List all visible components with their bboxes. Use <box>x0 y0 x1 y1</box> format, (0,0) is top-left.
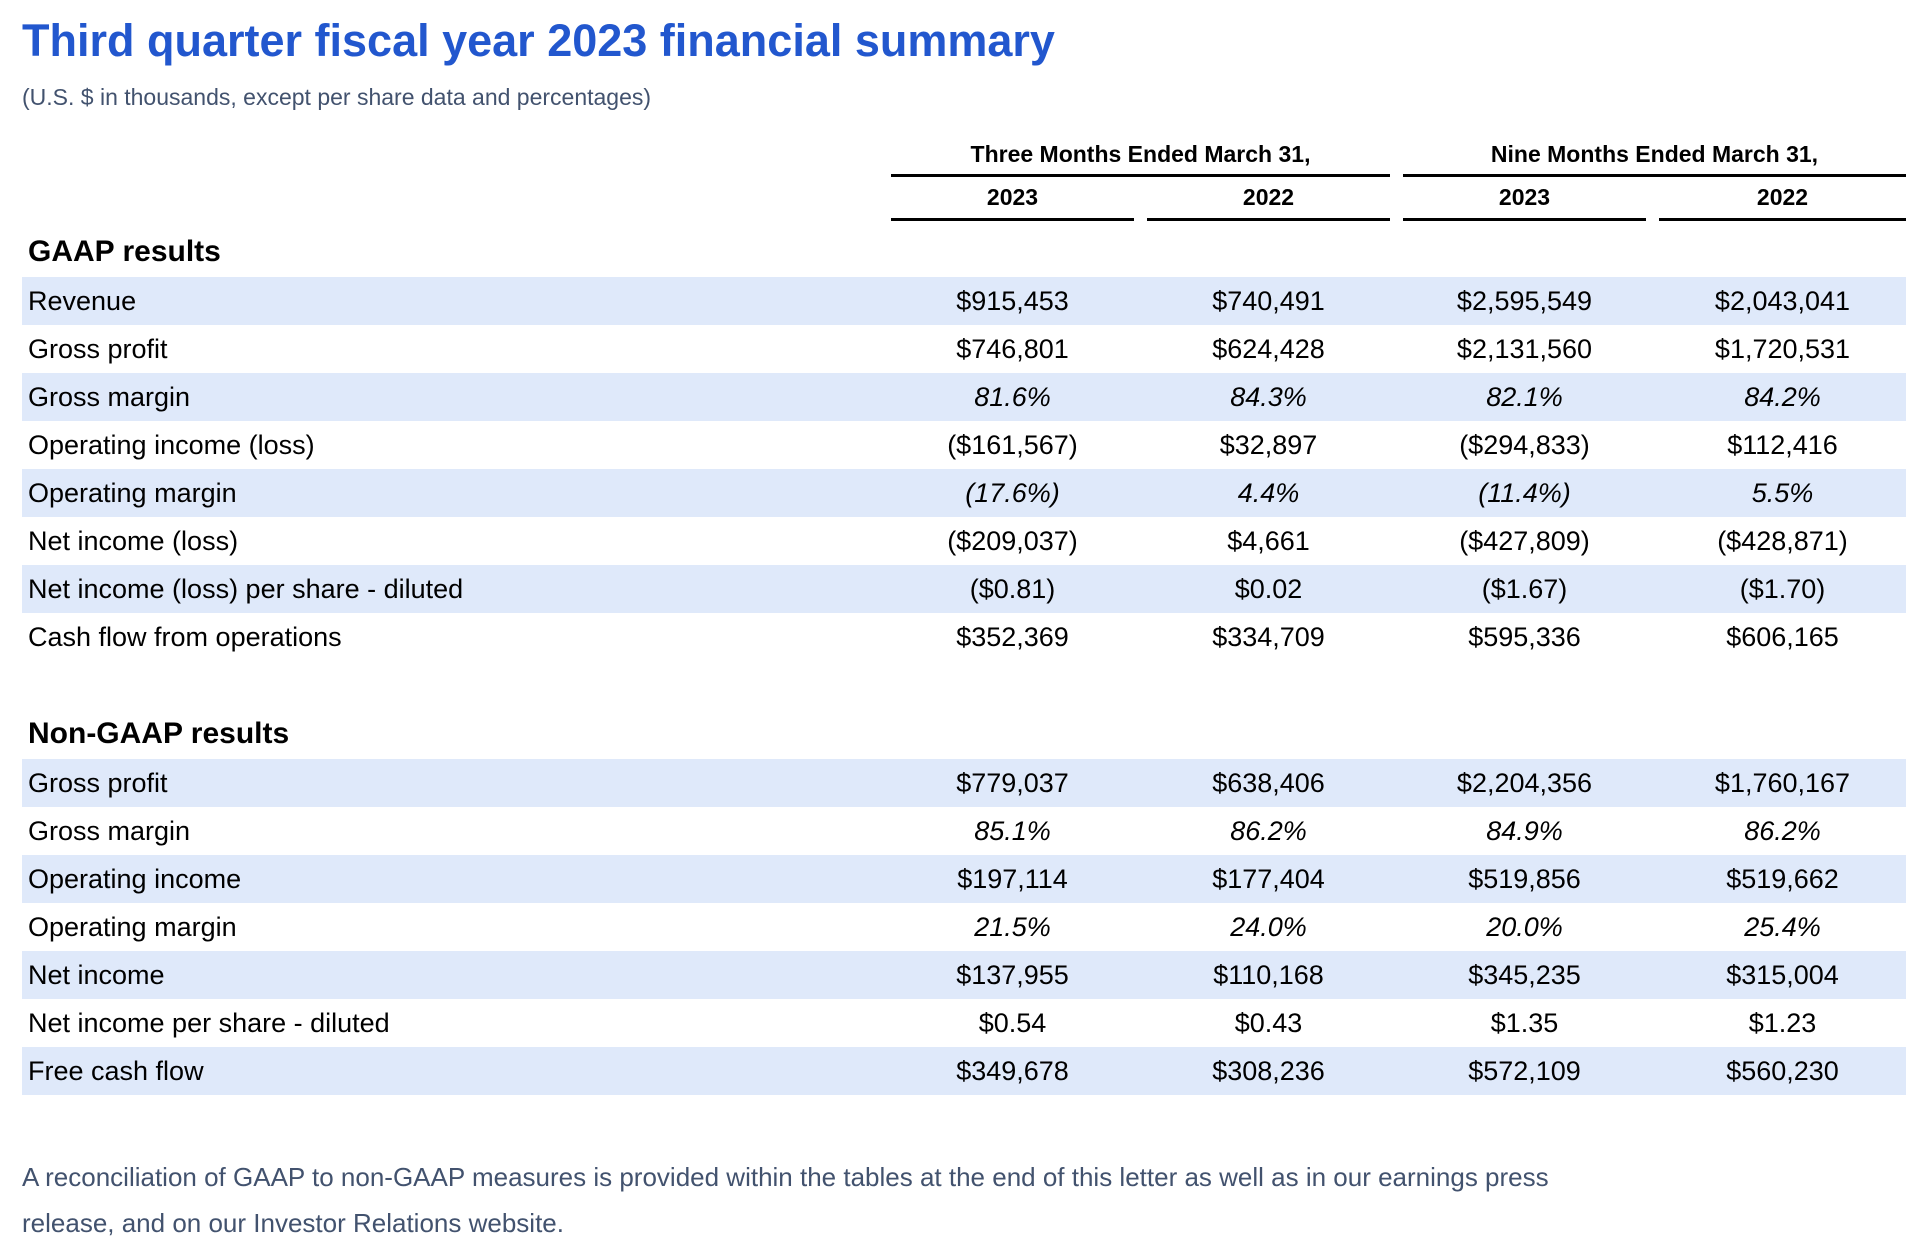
cell-three-months-2022: $638,406 <box>1212 767 1325 798</box>
table-row <box>22 469 1906 517</box>
row-label: Gross profit <box>28 333 168 364</box>
cell-three-months-2023: ($0.81) <box>969 573 1056 604</box>
cell-nine-months-2022: $112,416 <box>1727 429 1838 460</box>
cell-nine-months-2023: ($294,833) <box>1459 429 1590 460</box>
table-row <box>22 277 1906 325</box>
column-group-header-row <box>22 137 1906 177</box>
row-label: Revenue <box>28 285 137 316</box>
page-title: Third quarter fiscal year 2023 financial summary <box>22 15 1055 66</box>
cell-nine-months-2023: $2,204,356 <box>1456 767 1593 798</box>
cell-three-months-2022: $0.02 <box>1234 573 1303 604</box>
cell-nine-months-2023: $2,595,549 <box>1456 285 1593 316</box>
year-header-nine-months-2023: 2023 <box>1403 184 1646 221</box>
cell-nine-months-2023: $572,109 <box>1468 1055 1581 1086</box>
row-label: Net income <box>28 959 165 990</box>
cell-nine-months-2022: $606,165 <box>1726 621 1839 652</box>
cell-three-months-2023: ($209,037) <box>947 525 1078 556</box>
row-label: Gross margin <box>28 815 191 846</box>
cell-three-months-2023: $746,801 <box>956 333 1069 364</box>
page-subtitle: (U.S. $ in thousands, except per share data and percentages) <box>22 84 652 110</box>
cell-nine-months-2022: $1.23 <box>1748 1007 1817 1038</box>
cell-three-months-2022: 86.2% <box>1230 815 1307 846</box>
cell-nine-months-2023: $2,131,560 <box>1456 333 1593 364</box>
cell-three-months-2023: $352,369 <box>956 621 1069 652</box>
row-label: Operating income <box>28 863 242 894</box>
cell-three-months-2023: 81.6% <box>974 381 1051 412</box>
cell-nine-months-2022: $2,043,041 <box>1714 285 1851 316</box>
year-header-three-months-2023: 2023 <box>891 184 1134 221</box>
cell-three-months-2023: $0.54 <box>978 1007 1047 1038</box>
cell-nine-months-2023: $595,336 <box>1468 621 1581 652</box>
table-row <box>22 613 1906 661</box>
cell-three-months-2022: 84.3% <box>1230 381 1307 412</box>
section-heading-row <box>22 227 1906 277</box>
cell-nine-months-2022: 86.2% <box>1744 815 1821 846</box>
cell-three-months-2022: 4.4% <box>1237 477 1300 508</box>
table-row <box>22 565 1906 613</box>
column-group-three-months-ended: Three Months Ended March 31, <box>891 141 1390 177</box>
row-label: Gross margin <box>28 381 191 412</box>
table-row <box>22 1047 1906 1095</box>
cell-three-months-2022: 24.0% <box>1230 911 1307 942</box>
cell-three-months-2023: $779,037 <box>956 767 1069 798</box>
row-label: Operating margin <box>28 911 237 942</box>
table-row <box>22 999 1906 1047</box>
cell-nine-months-2022: 5.5% <box>1751 477 1814 508</box>
cell-nine-months-2023: ($427,809) <box>1459 525 1590 556</box>
row-label: Operating margin <box>28 477 237 508</box>
section-heading: Non-GAAP results <box>28 717 290 750</box>
cell-nine-months-2022: ($428,871) <box>1717 525 1848 556</box>
reconciliation-footnote: A reconciliation of GAAP to non-GAAP measures is provided within the tables at the end of this letter as well as in our earnings press release, and on our Investor Relations website. <box>22 1162 1549 1238</box>
table-row <box>22 373 1906 421</box>
cell-nine-months-2023: $519,856 <box>1468 863 1581 894</box>
table-row <box>22 903 1906 951</box>
cell-three-months-2023: $137,955 <box>956 959 1069 990</box>
cell-nine-months-2023: 84.9% <box>1486 815 1563 846</box>
cell-three-months-2023: $197,114 <box>957 863 1068 894</box>
section-heading: GAAP results <box>28 235 221 268</box>
cell-three-months-2022: $740,491 <box>1212 285 1325 316</box>
cell-nine-months-2022: 25.4% <box>1744 911 1821 942</box>
year-header-row <box>22 177 1906 221</box>
cell-three-months-2023: (17.6%) <box>965 477 1060 508</box>
cell-three-months-2022: $0.43 <box>1234 1007 1303 1038</box>
table-row <box>22 951 1906 999</box>
year-header-three-months-2022: 2022 <box>1147 184 1390 221</box>
table-row <box>22 759 1906 807</box>
cell-three-months-2022: $334,709 <box>1212 621 1325 652</box>
row-label: Net income (loss) <box>28 525 239 556</box>
cell-nine-months-2023: ($1.67) <box>1481 573 1568 604</box>
row-label: Net income per share - diluted <box>28 1007 390 1038</box>
cell-nine-months-2022: ($1.70) <box>1739 573 1826 604</box>
cell-three-months-2022: $624,428 <box>1212 333 1325 364</box>
table-row <box>22 325 1906 373</box>
row-label: Free cash flow <box>28 1055 204 1086</box>
cell-three-months-2023: ($161,567) <box>947 429 1078 460</box>
cell-nine-months-2022: $1,720,531 <box>1714 333 1851 364</box>
table-row <box>22 855 1906 903</box>
table-sections <box>22 227 1906 1095</box>
cell-nine-months-2022: $1,760,167 <box>1714 767 1851 798</box>
row-label: Gross profit <box>28 767 168 798</box>
cell-nine-months-2023: (11.4%) <box>1478 477 1571 508</box>
row-label: Net income (loss) per share - diluted <box>28 573 464 604</box>
column-group-nine-months-ended: Nine Months Ended March 31, <box>1403 141 1906 177</box>
cell-nine-months-2023: 20.0% <box>1486 911 1563 942</box>
cell-three-months-2023: 21.5% <box>974 911 1051 942</box>
cell-nine-months-2023: $1.35 <box>1490 1007 1559 1038</box>
cell-nine-months-2022: $519,662 <box>1726 863 1839 894</box>
section-heading-row <box>22 709 1906 759</box>
cell-three-months-2022: $308,236 <box>1212 1055 1325 1086</box>
table-row <box>22 517 1906 565</box>
row-label: Operating income (loss) <box>28 429 315 460</box>
cell-three-months-2023: $915,453 <box>956 285 1069 316</box>
table-row <box>22 807 1906 855</box>
cell-nine-months-2022: $315,004 <box>1726 959 1839 990</box>
financial-table <box>22 137 1906 1095</box>
cell-three-months-2022: $177,404 <box>1212 863 1325 894</box>
cell-three-months-2022: $32,897 <box>1219 429 1318 460</box>
cell-nine-months-2022: $560,230 <box>1726 1055 1839 1086</box>
cell-nine-months-2023: 82.1% <box>1486 381 1563 412</box>
cell-three-months-2023: 85.1% <box>974 815 1051 846</box>
cell-nine-months-2022: 84.2% <box>1744 381 1821 412</box>
row-label: Cash flow from operations <box>28 621 342 652</box>
cell-nine-months-2023: $345,235 <box>1468 959 1581 990</box>
table-row <box>22 421 1906 469</box>
year-header-nine-months-2022: 2022 <box>1659 184 1906 221</box>
cell-three-months-2022: $4,661 <box>1227 525 1310 556</box>
cell-three-months-2022: $110,168 <box>1213 959 1324 990</box>
cell-three-months-2023: $349,678 <box>956 1055 1069 1086</box>
